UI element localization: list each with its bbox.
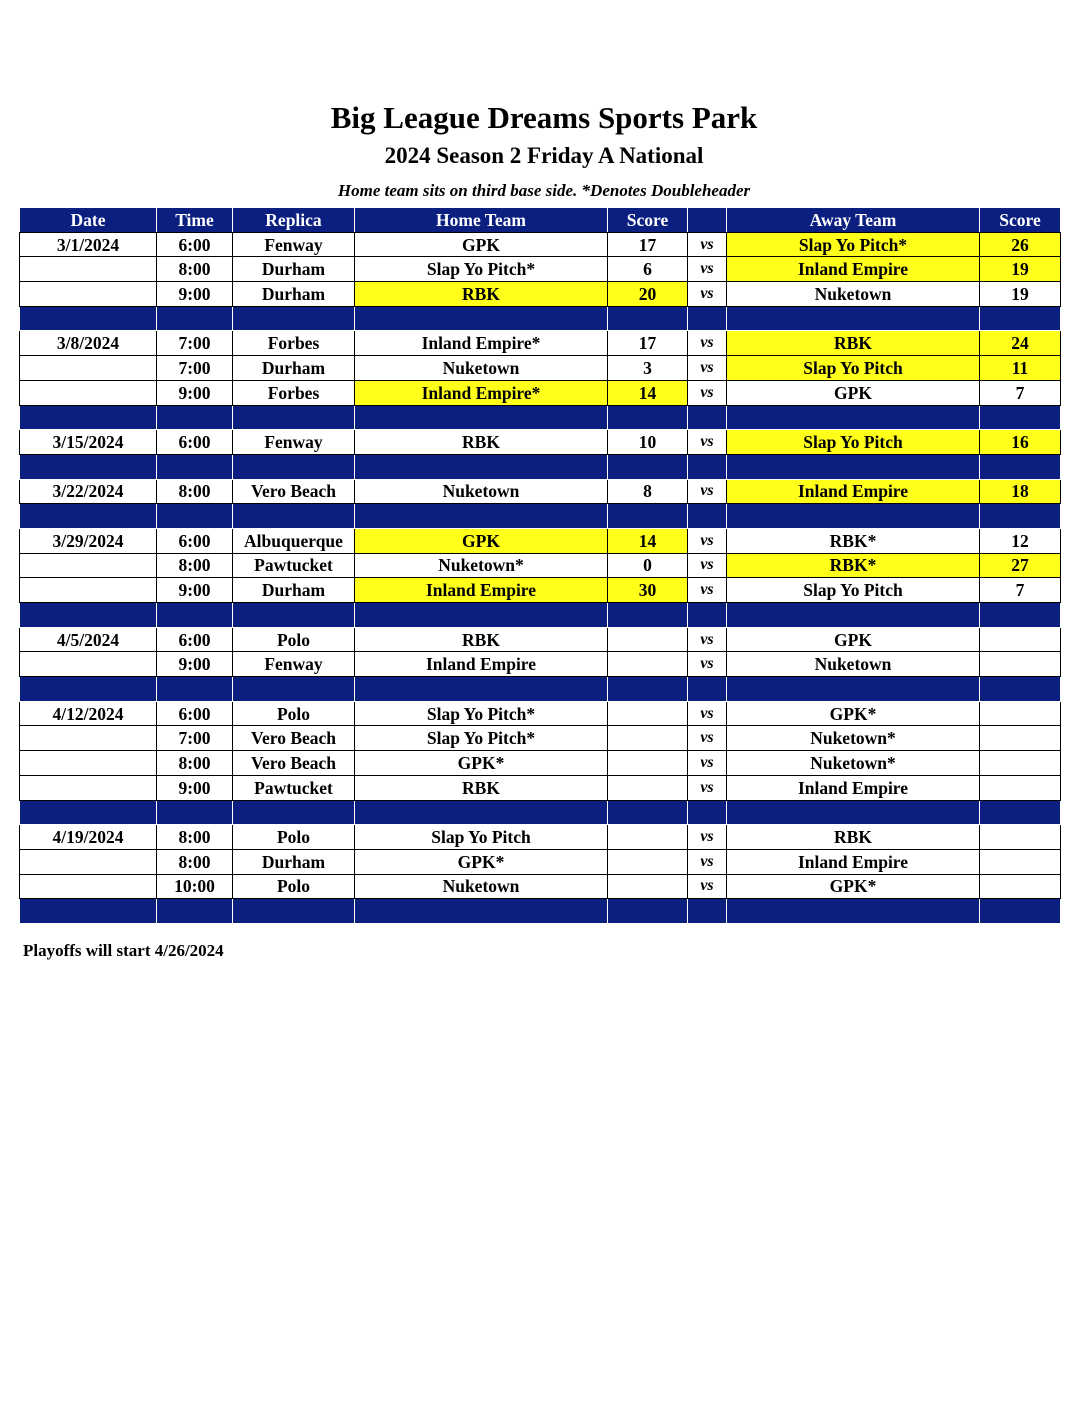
col-header-date: Date xyxy=(20,208,157,233)
home-team: Inland Empire* xyxy=(355,331,608,356)
game-row xyxy=(20,825,1061,850)
field-replica: Forbes xyxy=(233,380,355,405)
home-score: 8 xyxy=(608,479,688,504)
home-team: RBK xyxy=(355,430,608,455)
game-date xyxy=(20,380,157,405)
game-date: 3/29/2024 xyxy=(20,528,157,553)
game-time: 9:00 xyxy=(157,652,233,677)
game-row xyxy=(20,775,1061,800)
separator-cell xyxy=(233,306,355,331)
game-time: 9:00 xyxy=(157,380,233,405)
game-row xyxy=(20,331,1061,356)
away-score xyxy=(980,775,1061,800)
separator-cell xyxy=(608,454,688,479)
separator-cell xyxy=(608,603,688,628)
away-score xyxy=(980,701,1061,726)
page-subtitle: 2024 Season 2 Friday A National xyxy=(384,143,704,168)
separator-cell xyxy=(688,899,727,924)
vs-label: vs xyxy=(688,849,727,874)
home-score xyxy=(608,825,688,850)
vs-label: vs xyxy=(688,751,727,776)
col-header-vs xyxy=(688,208,727,233)
game-time: 8:00 xyxy=(157,849,233,874)
away-team: RBK xyxy=(727,825,980,850)
separator-cell xyxy=(608,405,688,430)
vs-label: vs xyxy=(688,430,727,455)
home-score: 10 xyxy=(608,430,688,455)
game-time: 8:00 xyxy=(157,751,233,776)
home-team: RBK xyxy=(355,627,608,652)
away-score: 12 xyxy=(980,528,1061,553)
game-row xyxy=(20,874,1061,899)
field-replica: Albuquerque xyxy=(233,528,355,553)
separator-cell xyxy=(980,405,1061,430)
separator-row xyxy=(20,800,1061,825)
game-row xyxy=(20,430,1061,455)
away-team: GPK xyxy=(727,627,980,652)
home-score: 17 xyxy=(608,232,688,257)
col-header-away-team: Away Team xyxy=(727,208,980,233)
field-replica: Pawtucket xyxy=(233,553,355,578)
separator-cell xyxy=(233,405,355,430)
playoffs-note: Playoffs will start 4/26/2024 xyxy=(23,941,224,960)
col-header-away-score: Score xyxy=(980,208,1061,233)
separator-cell xyxy=(980,800,1061,825)
separator-cell xyxy=(20,800,157,825)
home-team: GPK xyxy=(355,528,608,553)
game-date xyxy=(20,257,157,282)
separator-cell xyxy=(355,899,608,924)
separator-cell xyxy=(727,899,980,924)
game-date: 4/19/2024 xyxy=(20,825,157,850)
field-replica: Durham xyxy=(233,257,355,282)
separator-row xyxy=(20,504,1061,529)
home-score: 14 xyxy=(608,380,688,405)
home-score: 3 xyxy=(608,356,688,381)
separator-cell xyxy=(727,306,980,331)
game-date xyxy=(20,874,157,899)
away-team: RBK* xyxy=(727,553,980,578)
game-time: 9:00 xyxy=(157,578,233,603)
game-date: 4/12/2024 xyxy=(20,701,157,726)
game-date: 3/22/2024 xyxy=(20,479,157,504)
separator-row xyxy=(20,603,1061,628)
vs-label: vs xyxy=(688,356,727,381)
field-replica: Durham xyxy=(233,578,355,603)
home-team: GPK* xyxy=(355,751,608,776)
col-header-time: Time xyxy=(157,208,233,233)
schedule-note: Home team sits on third base side. *Denotes Doubleheader xyxy=(337,181,751,200)
home-score xyxy=(608,874,688,899)
away-score xyxy=(980,874,1061,899)
separator-cell xyxy=(608,504,688,529)
away-score: 24 xyxy=(980,331,1061,356)
vs-label: vs xyxy=(688,874,727,899)
separator-cell xyxy=(980,677,1061,702)
separator-cell xyxy=(980,306,1061,331)
game-date xyxy=(20,751,157,776)
separator-cell xyxy=(608,899,688,924)
game-time: 8:00 xyxy=(157,553,233,578)
separator-cell xyxy=(355,504,608,529)
separator-cell xyxy=(608,677,688,702)
game-row xyxy=(20,751,1061,776)
game-time: 7:00 xyxy=(157,356,233,381)
separator-cell xyxy=(608,800,688,825)
field-replica: Vero Beach xyxy=(233,751,355,776)
separator-cell xyxy=(688,677,727,702)
separator-cell xyxy=(20,677,157,702)
field-replica: Polo xyxy=(233,825,355,850)
game-time: 8:00 xyxy=(157,257,233,282)
away-team: RBK xyxy=(727,331,980,356)
game-date xyxy=(20,849,157,874)
home-team: Nuketown* xyxy=(355,553,608,578)
separator-row xyxy=(20,454,1061,479)
field-replica: Durham xyxy=(233,849,355,874)
separator-cell xyxy=(688,405,727,430)
away-score: 19 xyxy=(980,282,1061,307)
separator-cell xyxy=(688,800,727,825)
separator-cell xyxy=(233,454,355,479)
home-team: Inland Empire xyxy=(355,578,608,603)
home-score: 0 xyxy=(608,553,688,578)
away-team: Nuketown xyxy=(727,652,980,677)
away-team: Slap Yo Pitch xyxy=(727,430,980,455)
home-team: Inland Empire xyxy=(355,652,608,677)
game-time: 8:00 xyxy=(157,479,233,504)
separator-cell xyxy=(355,800,608,825)
vs-label: vs xyxy=(688,232,727,257)
game-time: 7:00 xyxy=(157,331,233,356)
separator-cell xyxy=(608,306,688,331)
vs-label: vs xyxy=(688,528,727,553)
separator-cell xyxy=(727,677,980,702)
separator-row xyxy=(20,899,1061,924)
separator-cell xyxy=(20,603,157,628)
separator-cell xyxy=(233,800,355,825)
game-row xyxy=(20,701,1061,726)
game-time: 8:00 xyxy=(157,825,233,850)
vs-label: vs xyxy=(688,775,727,800)
separator-cell xyxy=(355,603,608,628)
vs-label: vs xyxy=(688,652,727,677)
home-team: GPK xyxy=(355,232,608,257)
game-row xyxy=(20,257,1061,282)
away-score xyxy=(980,751,1061,776)
separator-cell xyxy=(688,454,727,479)
away-team: Nuketown* xyxy=(727,751,980,776)
schedule-body xyxy=(20,232,1061,923)
away-score xyxy=(980,825,1061,850)
game-row xyxy=(20,578,1061,603)
home-team: Slap Yo Pitch* xyxy=(355,726,608,751)
game-date xyxy=(20,726,157,751)
field-replica: Durham xyxy=(233,356,355,381)
schedule-table xyxy=(19,207,1061,924)
game-time: 6:00 xyxy=(157,528,233,553)
separator-cell xyxy=(233,504,355,529)
game-date xyxy=(20,553,157,578)
game-time: 9:00 xyxy=(157,775,233,800)
separator-row xyxy=(20,405,1061,430)
separator-cell xyxy=(20,405,157,430)
home-score: 30 xyxy=(608,578,688,603)
away-team: Slap Yo Pitch* xyxy=(727,232,980,257)
away-team: GPK* xyxy=(727,874,980,899)
field-replica: Fenway xyxy=(233,430,355,455)
separator-cell xyxy=(980,603,1061,628)
game-row xyxy=(20,356,1061,381)
game-row xyxy=(20,849,1061,874)
game-date xyxy=(20,775,157,800)
separator-cell xyxy=(727,504,980,529)
game-row xyxy=(20,479,1061,504)
vs-label: vs xyxy=(688,331,727,356)
separator-cell xyxy=(727,405,980,430)
vs-label: vs xyxy=(688,726,727,751)
separator-cell xyxy=(157,405,233,430)
separator-cell xyxy=(355,306,608,331)
separator-cell xyxy=(157,800,233,825)
game-date: 3/15/2024 xyxy=(20,430,157,455)
away-team: GPK* xyxy=(727,701,980,726)
game-row xyxy=(20,528,1061,553)
home-team: Inland Empire* xyxy=(355,380,608,405)
game-date: 3/8/2024 xyxy=(20,331,157,356)
field-replica: Fenway xyxy=(233,652,355,677)
away-score xyxy=(980,652,1061,677)
away-team: Slap Yo Pitch xyxy=(727,356,980,381)
vs-label: vs xyxy=(688,479,727,504)
separator-cell xyxy=(157,504,233,529)
page-title: Big League Dreams Sports Park xyxy=(330,100,758,135)
game-row xyxy=(20,627,1061,652)
game-row xyxy=(20,652,1061,677)
separator-cell xyxy=(355,454,608,479)
away-team: Inland Empire xyxy=(727,775,980,800)
away-score: 26 xyxy=(980,232,1061,257)
away-team: Nuketown* xyxy=(727,726,980,751)
home-team: Slap Yo Pitch xyxy=(355,825,608,850)
field-replica: Fenway xyxy=(233,232,355,257)
vs-label: vs xyxy=(688,627,727,652)
field-replica: Polo xyxy=(233,701,355,726)
separator-cell xyxy=(688,603,727,628)
separator-cell xyxy=(980,504,1061,529)
game-time: 6:00 xyxy=(157,627,233,652)
col-header-home-team: Home Team xyxy=(355,208,608,233)
game-date xyxy=(20,652,157,677)
home-score: 6 xyxy=(608,257,688,282)
away-score xyxy=(980,849,1061,874)
separator-cell xyxy=(727,800,980,825)
separator-cell xyxy=(157,677,233,702)
game-date xyxy=(20,356,157,381)
vs-label: vs xyxy=(688,380,727,405)
away-score xyxy=(980,627,1061,652)
separator-row xyxy=(20,306,1061,331)
home-team: RBK xyxy=(355,282,608,307)
separator-cell xyxy=(233,899,355,924)
home-team: GPK* xyxy=(355,849,608,874)
vs-label: vs xyxy=(688,257,727,282)
separator-cell xyxy=(980,454,1061,479)
separator-cell xyxy=(20,504,157,529)
game-row xyxy=(20,726,1061,751)
home-score: 14 xyxy=(608,528,688,553)
separator-cell xyxy=(688,306,727,331)
separator-cell xyxy=(20,899,157,924)
home-score xyxy=(608,751,688,776)
home-score xyxy=(608,652,688,677)
away-team: Inland Empire xyxy=(727,849,980,874)
separator-cell xyxy=(157,306,233,331)
separator-cell xyxy=(157,603,233,628)
away-score xyxy=(980,726,1061,751)
separator-cell xyxy=(233,603,355,628)
separator-cell xyxy=(20,454,157,479)
game-time: 7:00 xyxy=(157,726,233,751)
away-team: GPK xyxy=(727,380,980,405)
away-team: Inland Empire xyxy=(727,479,980,504)
field-replica: Vero Beach xyxy=(233,726,355,751)
home-team: Nuketown xyxy=(355,479,608,504)
game-time: 6:00 xyxy=(157,430,233,455)
col-header-replica: Replica xyxy=(233,208,355,233)
game-row xyxy=(20,380,1061,405)
vs-label: vs xyxy=(688,701,727,726)
separator-cell xyxy=(20,306,157,331)
away-team: Nuketown xyxy=(727,282,980,307)
home-team: Nuketown xyxy=(355,356,608,381)
away-score: 7 xyxy=(980,578,1061,603)
field-replica: Pawtucket xyxy=(233,775,355,800)
home-score xyxy=(608,701,688,726)
home-score: 17 xyxy=(608,331,688,356)
separator-cell xyxy=(727,603,980,628)
home-score: 20 xyxy=(608,282,688,307)
away-team: RBK* xyxy=(727,528,980,553)
home-score xyxy=(608,775,688,800)
game-date: 4/5/2024 xyxy=(20,627,157,652)
game-time: 10:00 xyxy=(157,874,233,899)
col-header-home-score: Score xyxy=(608,208,688,233)
vs-label: vs xyxy=(688,553,727,578)
game-date xyxy=(20,282,157,307)
away-score: 19 xyxy=(980,257,1061,282)
separator-cell xyxy=(355,677,608,702)
game-time: 9:00 xyxy=(157,282,233,307)
separator-cell xyxy=(727,454,980,479)
game-row xyxy=(20,282,1061,307)
game-date: 3/1/2024 xyxy=(20,232,157,257)
separator-row xyxy=(20,677,1061,702)
away-score: 27 xyxy=(980,553,1061,578)
game-time: 6:00 xyxy=(157,701,233,726)
field-replica: Vero Beach xyxy=(233,479,355,504)
home-team: Slap Yo Pitch* xyxy=(355,701,608,726)
away-score: 11 xyxy=(980,356,1061,381)
separator-cell xyxy=(688,504,727,529)
away-score: 18 xyxy=(980,479,1061,504)
vs-label: vs xyxy=(688,825,727,850)
separator-cell xyxy=(157,454,233,479)
game-time: 6:00 xyxy=(157,232,233,257)
field-replica: Forbes xyxy=(233,331,355,356)
separator-cell xyxy=(355,405,608,430)
field-replica: Polo xyxy=(233,627,355,652)
away-team: Slap Yo Pitch xyxy=(727,578,980,603)
vs-label: vs xyxy=(688,282,727,307)
game-row xyxy=(20,232,1061,257)
separator-cell xyxy=(233,677,355,702)
away-score: 16 xyxy=(980,430,1061,455)
home-score xyxy=(608,627,688,652)
separator-cell xyxy=(980,899,1061,924)
field-replica: Durham xyxy=(233,282,355,307)
home-team: Nuketown xyxy=(355,874,608,899)
game-date xyxy=(20,578,157,603)
game-row xyxy=(20,553,1061,578)
home-team: RBK xyxy=(355,775,608,800)
separator-cell xyxy=(157,899,233,924)
header-row xyxy=(20,208,1061,233)
home-score xyxy=(608,849,688,874)
home-team: Slap Yo Pitch* xyxy=(355,257,608,282)
away-team: Inland Empire xyxy=(727,257,980,282)
field-replica: Polo xyxy=(233,874,355,899)
vs-label: vs xyxy=(688,578,727,603)
home-score xyxy=(608,726,688,751)
away-score: 7 xyxy=(980,380,1061,405)
